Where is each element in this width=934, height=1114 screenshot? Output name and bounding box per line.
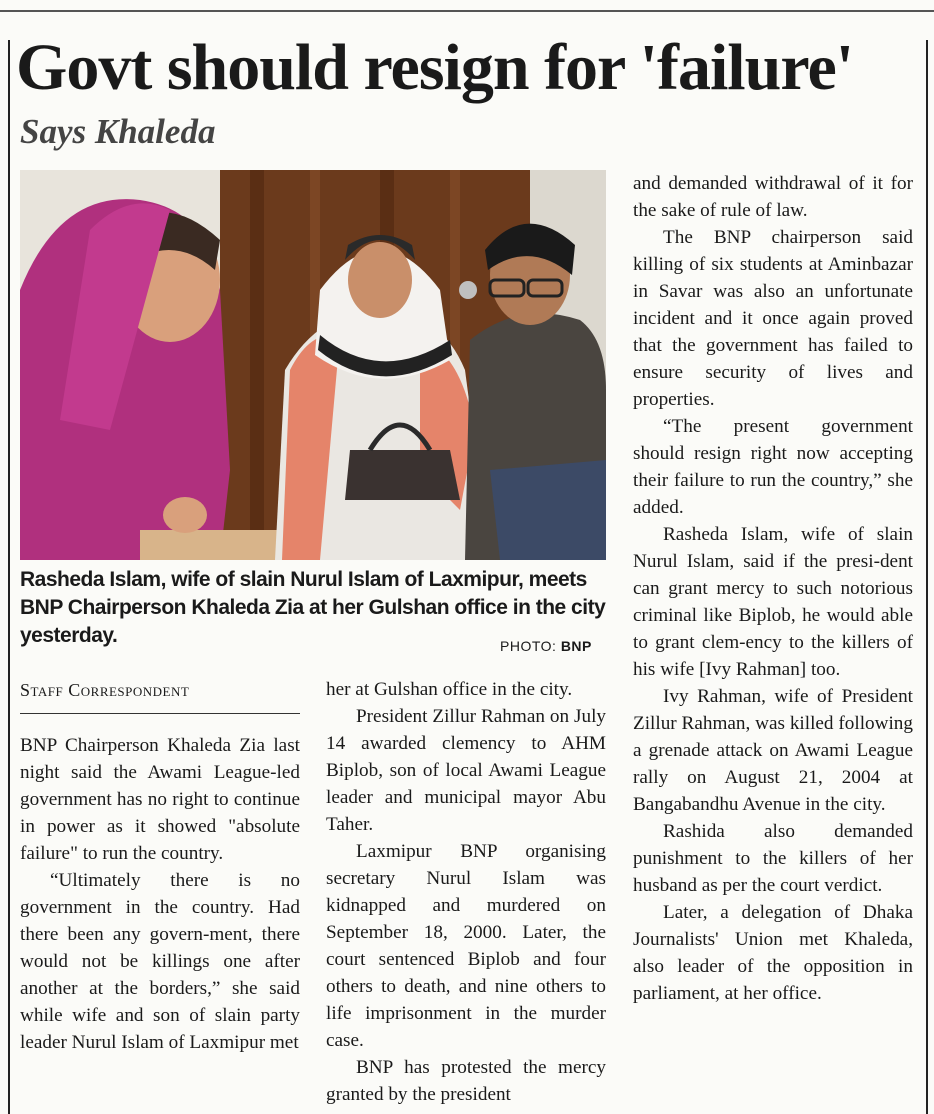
photo-credit [500, 638, 592, 654]
paragraph: and demanded withdrawal of it for the sake of rule of law. [633, 173, 913, 221]
paragraph: BNP has protested the mercy granted by the president [326, 1057, 606, 1105]
paragraph: her at Gulshan office in the city. [326, 679, 573, 700]
paragraph: “The present government should resign right now accepting their failure to run the country,” she added. [633, 416, 913, 518]
paragraph: The BNP chairperson said killing of six students at Aminbazar in Savar was also an unfortunate incident and it once again proved that the government has failed to ensure security of lives and properties. [633, 227, 913, 410]
photo-credit-label: PHOTO: [500, 638, 557, 654]
paragraph: “Ultimately there is no government in the country. Had there been any govern-ment, there would not be killings one after another at the borders,” she said while wife and son of slain party leader Nurul Islam of Laxmipur met [20, 870, 300, 1053]
article-column-2 [326, 676, 606, 1108]
paragraph: BNP Chairperson Khaleda Zia last night said the Awami League-led government has no right to continue in power as it showed "absolute failure" to run the country. [20, 735, 300, 864]
right-border [926, 40, 928, 1114]
article-column-3 [633, 170, 913, 1007]
photo-caption: Rasheda Islam, wife of slain Nurul Islam of Laxmipur, meets BNP Chairperson Khaleda Zia at her Gulshan office in the city yesterday. [20, 568, 606, 647]
byline: Staff Correspondent [20, 680, 190, 700]
paragraph: Laxmipur BNP organising secretary Nurul Islam was kidnapped and murdered on September 18, 2000. Later, the court sentenced Biplob and four others to death, and nine others to life imprisonment in the murder case. [326, 841, 606, 1051]
news-photo [20, 170, 606, 560]
paragraph: Rasheda Islam, wife of slain Nurul Islam, said if the presi-dent can grant mercy to such notorious criminal like Biplob, he would able to grant clem-ency to the killers of his wife [Ivy Rahman] too. [633, 524, 913, 680]
paragraph: Later, a delegation of Dhaka Journalists' Union met Khaleda, also leader of the opposition in parliament, at her office. [633, 902, 913, 1004]
photo-credit-source: BNP [560, 638, 592, 654]
byline-rule [20, 713, 300, 714]
left-border [8, 40, 10, 1114]
paragraph: Ivy Rahman, wife of President Zillur Rahman, was killed following a grenade attack on Awami League rally on August 21, 2004 at Bangabandhu Avenue in the city. [633, 686, 913, 815]
article-column-1 [20, 732, 300, 1056]
top-border [0, 10, 934, 12]
paragraph: Rashida also demanded punishment to the killers of her husband as per the court verdict. [633, 821, 913, 896]
headline: Govt should resign for 'failure' [16, 31, 854, 104]
paragraph: President Zillur Rahman on July 14 awarded clemency to AHM Biplob, son of local Awami League leader and municipal mayor Abu Taher. [326, 706, 606, 835]
subhead: Says Khaleda [20, 112, 216, 151]
